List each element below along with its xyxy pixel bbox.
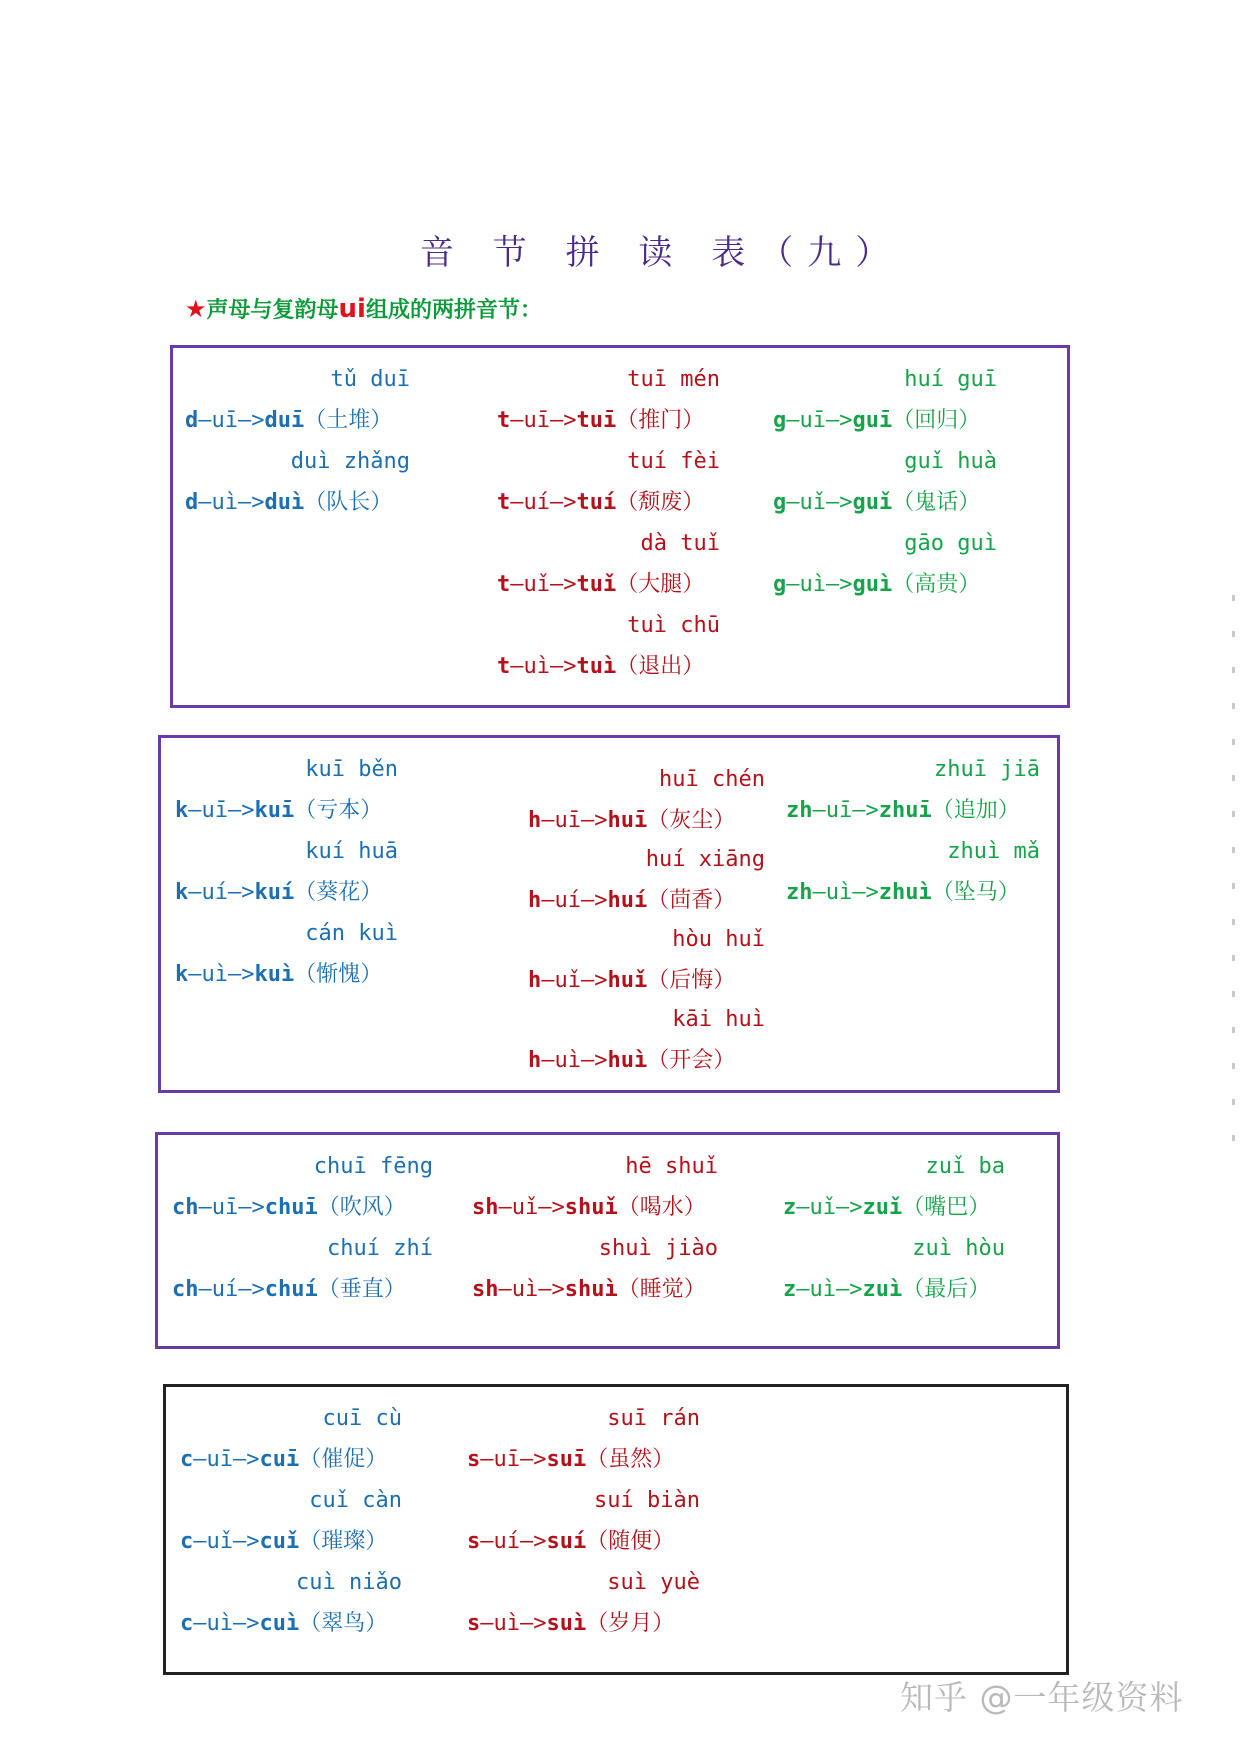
syllable: tuì [576, 654, 617, 679]
spelling-formula [528, 1048, 735, 1074]
hanzi-word: （吹风） [317, 1195, 406, 1220]
hanzi-word: （翠鸟） [299, 1611, 388, 1636]
arrow-icon: —> [581, 1048, 608, 1073]
star-icon: ★ [185, 295, 207, 323]
arrow-icon: —> [238, 1195, 265, 1220]
hanzi-word: （亏本） [294, 798, 383, 823]
initial-letter: k [175, 962, 189, 987]
watermark: 知乎 @一年级资料 [900, 1678, 1184, 1717]
dash: — [786, 408, 800, 433]
hanzi-word: （后悔） [647, 968, 736, 993]
initial-letter: s [467, 1529, 481, 1554]
pinyin-label: hē shuǐ [625, 1154, 718, 1179]
final-letters: uī [523, 408, 550, 433]
syllable: kuì [254, 962, 295, 987]
final-letters: uì [511, 1277, 539, 1302]
hanzi-word: （高贵） [892, 572, 981, 597]
syllable: tuī [576, 408, 617, 433]
hanzi-word: （追加） [931, 798, 1020, 823]
hanzi-word: （睡觉） [617, 1277, 706, 1302]
spelling-formula [497, 654, 704, 680]
spelling-formula [528, 808, 735, 834]
pinyin-label: dà tuǐ [640, 531, 720, 556]
spelling-formula [180, 1447, 387, 1473]
syllable: shuì [564, 1277, 618, 1302]
arrow-icon: —> [233, 1529, 260, 1554]
syllable: suí [546, 1529, 587, 1554]
pinyin-label: chuí zhí [327, 1236, 433, 1261]
spelling-formula [467, 1529, 674, 1555]
spelling-formula [185, 408, 392, 434]
initial-letter: t [497, 490, 511, 515]
dash: — [510, 408, 524, 433]
pinyin-label: duì zhǎng [290, 449, 410, 474]
arrow-icon: —> [826, 572, 853, 597]
arrow-icon: —> [581, 968, 608, 993]
pinyin-label: tuí fèi [627, 449, 720, 474]
arrow-icon: —> [238, 408, 265, 433]
arrow-icon: —> [538, 1195, 565, 1220]
hanzi-word: （大腿） [616, 572, 705, 597]
dash: — [498, 1195, 512, 1220]
hanzi-word: （嘴巴） [902, 1195, 991, 1220]
final-letters: uí [201, 880, 228, 905]
final-letters: uì [554, 1048, 581, 1073]
dash: — [541, 808, 555, 833]
hanzi-word: （惭愧） [294, 962, 383, 987]
initial-letter: c [180, 1529, 194, 1554]
pinyin-label: tuì chū [627, 613, 720, 638]
arrow-icon: —> [238, 490, 265, 515]
spelling-formula [783, 1195, 990, 1221]
pinyin-label: suī rán [607, 1406, 700, 1431]
hanzi-word: （鬼话） [892, 490, 981, 515]
dash: — [480, 1529, 494, 1554]
syllable: chuī [264, 1195, 318, 1220]
hanzi-word: （退出） [616, 654, 705, 679]
initial-letter: k [175, 798, 189, 823]
final-letters: uǐ [799, 490, 826, 515]
syllable: zuì [862, 1277, 903, 1302]
syllable: cuǐ [259, 1529, 300, 1554]
pinyin-label: cuì niǎo [296, 1570, 402, 1595]
final-letters: uì [799, 572, 826, 597]
syllable: huì [607, 1048, 648, 1073]
final-letters: uī [211, 408, 238, 433]
dash: — [188, 962, 202, 987]
dash: — [198, 490, 212, 515]
final-letters: uì [201, 962, 228, 987]
final-letters: uǐ [206, 1529, 233, 1554]
hanzi-word: （推门） [616, 408, 705, 433]
hanzi-word: （队长） [304, 490, 393, 515]
initial-letter: g [773, 572, 787, 597]
final-letters: uī [799, 408, 826, 433]
arrow-icon: —> [520, 1447, 547, 1472]
initial-letter: s [467, 1447, 481, 1472]
dash: — [812, 798, 826, 823]
hanzi-word: （璀璨） [299, 1529, 388, 1554]
initial-letter: g [773, 490, 787, 515]
initial-letter: d [185, 490, 199, 515]
initial-letter: g [773, 408, 787, 433]
hanzi-word: （葵花） [294, 880, 383, 905]
syllable: suì [546, 1611, 587, 1636]
arrow-icon: —> [233, 1447, 260, 1472]
dash: — [198, 408, 212, 433]
spelling-formula [786, 880, 1020, 906]
spelling-formula [180, 1529, 387, 1555]
initial-letter: t [497, 408, 511, 433]
arrow-icon: —> [852, 880, 879, 905]
initial-letter: zh [786, 798, 813, 823]
dash: — [510, 490, 524, 515]
dash: — [188, 798, 202, 823]
arrow-icon: —> [228, 798, 255, 823]
arrow-icon: —> [581, 888, 608, 913]
final-letters: uì [211, 490, 238, 515]
pinyin-label: kāi huì [672, 1007, 765, 1032]
spelling-formula [467, 1611, 674, 1637]
arrow-icon: —> [520, 1529, 547, 1554]
pinyin-label: huí guī [904, 367, 997, 392]
spelling-formula [783, 1277, 990, 1303]
pinyin-label: zhuì mǎ [947, 839, 1040, 864]
dash: — [510, 572, 524, 597]
pinyin-label: gāo guì [904, 531, 997, 556]
final-letters: uì [825, 880, 853, 905]
initial-letter: t [497, 572, 511, 597]
arrow-icon: —> [228, 962, 255, 987]
final-letters: uī [206, 1447, 233, 1472]
arrow-icon: —> [233, 1611, 260, 1636]
spelling-formula [497, 408, 704, 434]
pinyin-label: huí xiāng [645, 847, 765, 872]
initial-letter: z [783, 1195, 797, 1220]
dash: — [480, 1447, 494, 1472]
arrow-icon: —> [538, 1277, 565, 1302]
syllable: zhuì [878, 880, 932, 905]
hanzi-word: （开会） [647, 1048, 736, 1073]
final-letters: uí [523, 490, 550, 515]
spelling-formula [180, 1611, 387, 1637]
arrow-icon: —> [826, 408, 853, 433]
initial-letter: ch [172, 1195, 199, 1220]
final-letters: uí [493, 1529, 520, 1554]
syllable: chuí [264, 1277, 318, 1302]
dash: — [541, 1048, 555, 1073]
dash: — [541, 968, 555, 993]
hanzi-word: （虽然） [586, 1447, 675, 1472]
syllable: guī [852, 408, 893, 433]
arrow-icon: —> [238, 1277, 265, 1302]
hanzi-word: （土堆） [304, 408, 393, 433]
pinyin-label: guǐ huà [904, 449, 997, 474]
final-letters: uí [211, 1277, 239, 1302]
spelling-formula [467, 1447, 674, 1473]
syllable: tuǐ [576, 572, 617, 597]
spelling-formula [786, 798, 1020, 824]
pinyin-label: zhuī jiā [934, 757, 1040, 782]
final-letters: uì [206, 1611, 233, 1636]
dash: — [193, 1447, 207, 1472]
arrow-icon: —> [550, 490, 577, 515]
initial-letter: sh [472, 1195, 499, 1220]
section-subtitle [185, 293, 542, 324]
arrow-icon: —> [581, 808, 608, 833]
spelling-formula [773, 572, 980, 598]
hanzi-word: （灰尘） [647, 808, 736, 833]
arrow-icon: —> [836, 1195, 863, 1220]
arrow-icon: —> [826, 490, 853, 515]
spelling-formula [175, 798, 382, 824]
final-letters: uī [554, 808, 581, 833]
final-letters: uī [493, 1447, 520, 1472]
pinyin-label: kuí huā [305, 839, 398, 864]
spelling-formula [472, 1277, 706, 1303]
hanzi-word: （喝水） [617, 1195, 706, 1220]
initial-letter: k [175, 880, 189, 905]
hanzi-word: （岁月） [586, 1611, 675, 1636]
final-letters: uī [201, 798, 228, 823]
initial-letter: h [528, 968, 542, 993]
dash: — [188, 880, 202, 905]
final-letters: uǐ [523, 572, 550, 597]
final-letters: uì [809, 1277, 836, 1302]
pinyin-label: cuī cù [322, 1406, 402, 1431]
pinyin-label: shuì jiào [598, 1236, 718, 1261]
final-letters: uǐ [511, 1195, 539, 1220]
final-letters: uī [211, 1195, 239, 1220]
syllable: huǐ [607, 968, 648, 993]
dash: — [541, 888, 555, 913]
hanzi-word: （颓废） [616, 490, 705, 515]
pinyin-label: cuǐ càn [309, 1488, 402, 1513]
subtitle-text-after: 组成的两拼音节： [365, 298, 542, 323]
arrow-icon: —> [228, 880, 255, 905]
arrow-icon: —> [550, 572, 577, 597]
arrow-icon: —> [550, 654, 577, 679]
hanzi-word: （坠马） [931, 880, 1020, 905]
dash: — [193, 1611, 207, 1636]
syllable: cuì [259, 1611, 300, 1636]
dash: — [480, 1611, 494, 1636]
spelling-formula [773, 408, 980, 434]
spelling-formula [497, 490, 704, 516]
syllable: guì [852, 572, 893, 597]
hanzi-word: （最后） [902, 1277, 991, 1302]
pinyin-label: zuǐ ba [925, 1154, 1005, 1179]
final-letters: uí [554, 888, 581, 913]
arrow-icon: —> [852, 798, 879, 823]
scan-edge-marks [1232, 595, 1235, 1155]
syllable: duī [264, 408, 305, 433]
syllable: duì [264, 490, 305, 515]
initial-letter: ch [172, 1277, 199, 1302]
pinyin-label: tuī mén [627, 367, 720, 392]
initial-letter: t [497, 654, 511, 679]
dash: — [796, 1195, 810, 1220]
syllable: huí [607, 888, 648, 913]
initial-letter: z [783, 1277, 797, 1302]
arrow-icon: —> [836, 1277, 863, 1302]
syllable: guǐ [852, 490, 893, 515]
initial-letter: c [180, 1447, 194, 1472]
hanzi-word: （随便） [586, 1529, 675, 1554]
arrow-icon: —> [550, 408, 577, 433]
initial-letter: c [180, 1611, 194, 1636]
dash: — [198, 1277, 212, 1302]
dash: — [786, 572, 800, 597]
syllable: kuí [254, 880, 295, 905]
initial-letter: zh [786, 880, 813, 905]
spelling-formula [185, 490, 392, 516]
spelling-formula [528, 968, 735, 994]
subtitle-text-before: 声母与复韵母 [206, 298, 339, 323]
syllable: zuǐ [862, 1195, 903, 1220]
dash: — [812, 880, 826, 905]
syllable: huī [607, 808, 648, 833]
dash: — [796, 1277, 810, 1302]
initial-letter: d [185, 408, 199, 433]
final-letters: uì [493, 1611, 520, 1636]
page-title: 音 节 拼 读 表（九） [420, 233, 904, 273]
pinyin-label: kuī běn [305, 757, 398, 782]
hanzi-word: （回归） [892, 408, 981, 433]
arrow-icon: —> [520, 1611, 547, 1636]
spelling-formula [172, 1195, 406, 1221]
syllable: suī [546, 1447, 587, 1472]
pinyin-label: tǔ duī [330, 367, 410, 392]
syllable: tuí [576, 490, 617, 515]
spelling-formula [472, 1195, 706, 1221]
syllable: zhuī [878, 798, 932, 823]
syllable: shuǐ [564, 1195, 618, 1220]
pinyin-label: hòu huǐ [672, 927, 765, 952]
subtitle-emphasis: ui [338, 294, 366, 324]
initial-letter: h [528, 808, 542, 833]
dash: — [498, 1277, 512, 1302]
final-letters: uǐ [809, 1195, 836, 1220]
dash: — [198, 1195, 212, 1220]
spelling-formula [172, 1277, 406, 1303]
spelling-formula [497, 572, 704, 598]
pinyin-label: chuī fēng [313, 1154, 433, 1179]
spelling-formula [175, 962, 382, 988]
final-letters: uǐ [554, 968, 581, 993]
hanzi-word: （催促） [299, 1447, 388, 1472]
hanzi-word: （茴香） [647, 888, 736, 913]
pinyin-label: suì yuè [607, 1570, 700, 1595]
dash: — [510, 654, 524, 679]
pinyin-label: huī chén [659, 767, 765, 792]
pinyin-label: zuì hòu [912, 1236, 1005, 1261]
final-letters: uī [825, 798, 853, 823]
initial-letter: h [528, 1048, 542, 1073]
syllable: kuī [254, 798, 295, 823]
dash: — [193, 1529, 207, 1554]
syllable: cuī [259, 1447, 300, 1472]
final-letters: uì [523, 654, 550, 679]
syllable-box [158, 735, 1060, 1093]
initial-letter: s [467, 1611, 481, 1636]
spelling-formula [528, 888, 735, 914]
pinyin-label: suí biàn [594, 1488, 700, 1513]
pinyin-label: cán kuì [305, 921, 398, 946]
spelling-formula [175, 880, 382, 906]
spelling-formula [773, 490, 980, 516]
hanzi-word: （垂直） [317, 1277, 406, 1302]
initial-letter: sh [472, 1277, 499, 1302]
initial-letter: h [528, 888, 542, 913]
dash: — [786, 490, 800, 515]
